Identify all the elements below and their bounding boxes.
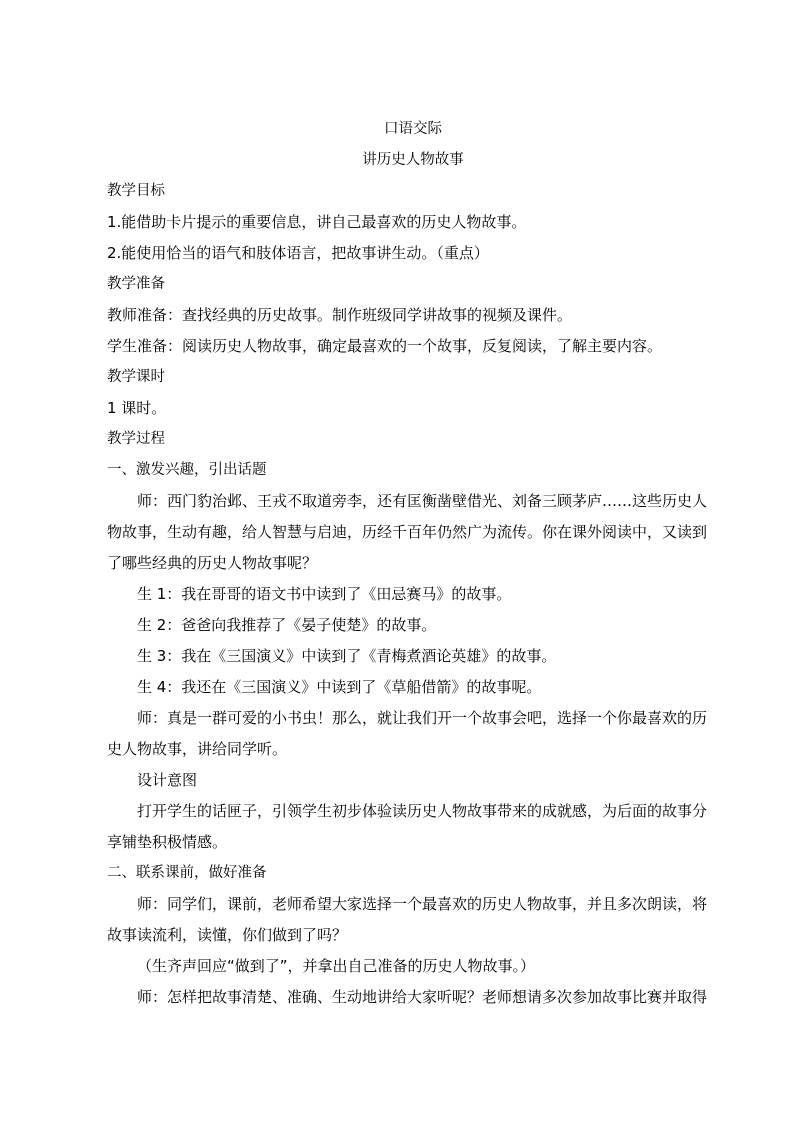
heading-hours: 教学课时 [107,369,165,385]
heading-prep: 教学准备 [107,276,165,292]
goal-1: 1.能借助卡片提示的重要信息，讲自己最喜欢的历史人物故事。 [107,213,527,231]
section-1-paragraph-4: 生 3：我在《三国演义》中读到了《青梅煮酒论英雄》的故事。 [137,647,557,665]
prep-teacher: 教师准备：查找经典的历史故事。制作班级同学讲故事的视频及课件。 [107,306,573,324]
title-main: 口语交际 [384,121,442,137]
section-2-paragraph-2: （生齐声回应“做到了”，并拿出自己准备的历史人物故事。） [137,957,536,975]
section-1-title: 一、激发兴趣，引出话题 [107,462,267,478]
section-2-paragraph-3: 师：怎样把故事清楚、准确、生动地讲给大家听呢？老师想请多次参加故事比赛并取得 [137,988,708,1006]
prep-student: 学生准备：阅读历史人物故事，确定最喜欢的一个故事，反复阅读，了解主要内容。 [107,337,663,355]
section-1-paragraph-2: 生 1：我在哥哥的语文书中读到了《田忌赛马》的故事。 [137,585,512,603]
section-1-paragraph-6: 师：真是一群可爱的小书虫！那么，就让我们开一个故事会吧，选择一个你最喜欢的历史人物故事，讲给同学听。 [107,709,708,758]
heading-process: 教学过程 [107,431,165,447]
section-1-paragraph-5: 生 4：我还在《三国演义》中读到了《草船借箭》的故事呢。 [137,678,542,696]
section-1-paragraph-3: 生 2：爸爸向我推荐了《晏子使楚》的故事。 [137,616,437,634]
hours-text: 1 课时。 [107,399,167,417]
document-page [107,114,719,1013]
title-sub: 讲历史人物故事 [362,152,464,168]
goal-2: 2.能使用恰当的语气和肢体语言，把故事讲生动。（重点） [107,244,489,262]
design-intent-text: 打开学生的话匣子，引领学生初步体验读历史人物故事带来的成就感，为后面的故事分享铺垫积极情感。 [107,802,708,851]
section-2-paragraph-1: 师：同学们，课前，老师希望大家选择一个最喜欢的历史人物故事，并且多次朗读，将故事读流利，读懂，你们做到了吗？ [107,895,708,944]
design-intent-title: 设计意图 [137,771,198,789]
heading-goals: 教学目标 [107,183,165,199]
section-2-title: 二、联系课前，做好准备 [107,865,267,881]
section-1-paragraph-1: 师：西门豹治邺、王戎不取道旁李，还有匡衡凿壁借光、刘备三顾茅庐……这些历史人物故事，生动有趣，给人智慧与启迪，历经千百年仍然广为流传。你在课外阅读中，又读到了哪些经典的历史人物故事呢？ [107,492,708,572]
